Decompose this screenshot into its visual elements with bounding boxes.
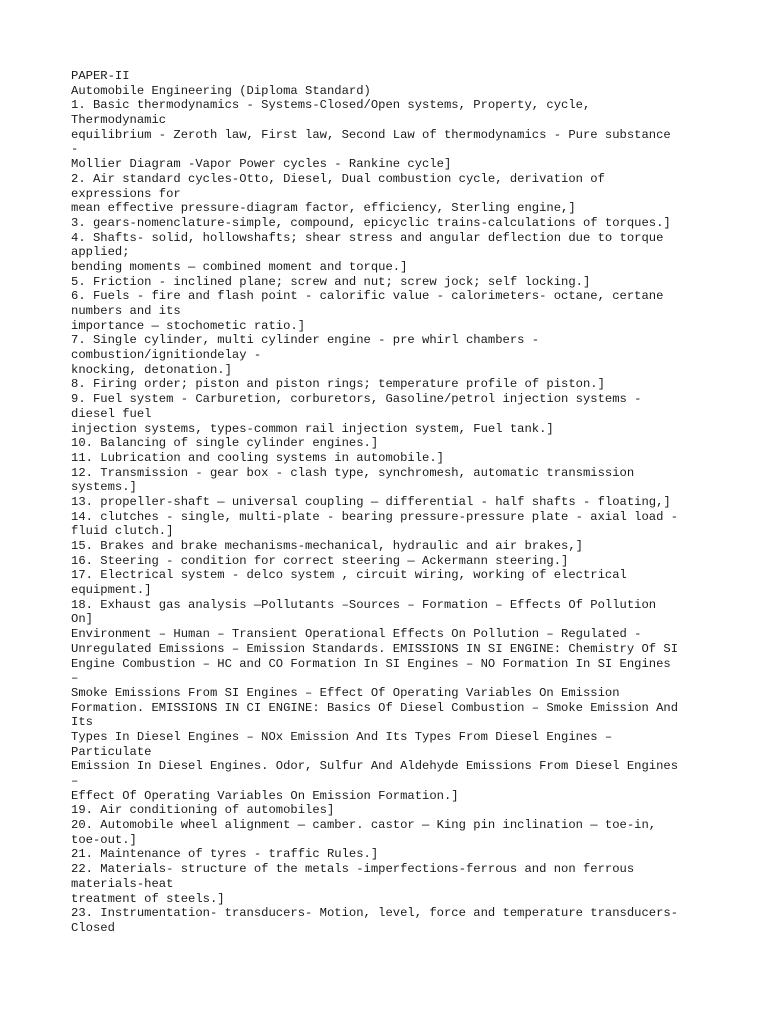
document-page bbox=[71, 69, 703, 936]
text-line: On] bbox=[71, 612, 93, 627]
text-line: Unregulated Emissions – Emission Standards. EMISSIONS IN SI ENGINE: Chemistry Of SI bbox=[71, 641, 679, 656]
text-line: 14. clutches - single, multi-plate - bearing pressure-pressure plate - axial load - bbox=[71, 509, 679, 524]
text-line: 4. Shafts- solid, hollowshafts; shear stress and angular deflection due to torque bbox=[71, 230, 664, 245]
text-line: Smoke Emissions From SI Engines – Effect Of Operating Variables On Emission bbox=[71, 685, 620, 700]
text-line: – bbox=[71, 671, 79, 686]
text-line: bending moments — combined moment and torque.] bbox=[71, 259, 408, 274]
text-line: Closed bbox=[71, 920, 115, 935]
text-line: 19. Air conditioning of automobiles] bbox=[71, 803, 335, 818]
text-line: equipment.] bbox=[71, 583, 152, 598]
text-line: 18. Exhaust gas analysis —Pollutants –Sources – Formation – Effects Of Pollution bbox=[71, 597, 657, 612]
text-line: Automobile Engineering (Diploma Standard) bbox=[71, 83, 371, 98]
text-line: toe-out.] bbox=[71, 832, 137, 847]
text-line: importance — stochometic ratio.] bbox=[71, 318, 306, 333]
text-line: 22. Materials- structure of the metals -imperfections-ferrous and non ferrous bbox=[71, 862, 635, 877]
text-line: numbers and its bbox=[71, 304, 181, 318]
text-line: knocking, detonation.] bbox=[71, 362, 232, 377]
text-line: expressions for bbox=[71, 186, 181, 201]
text-line: 12. Transmission - gear box - clash type, synchromesh, automatic transmission bbox=[71, 465, 635, 480]
text-line: PAPER-II bbox=[71, 69, 130, 83]
text-line: fluid clutch.] bbox=[71, 524, 174, 539]
text-line: 9. Fuel system - Carburetion, corburetors, Gasoline/petrol injection systems - bbox=[71, 392, 642, 407]
text-line: equilibrium - Zeroth law, First law, Second Law of thermodynamics - Pure substance bbox=[71, 127, 671, 142]
text-line: 10. Balancing of single cylinder engines.] bbox=[71, 436, 379, 451]
text-line: Environment – Human – Transient Operational Effects On Pollution – Regulated - bbox=[71, 627, 642, 642]
text-line: Mollier Diagram -Vapor Power cycles - Rankine cycle] bbox=[71, 157, 452, 172]
text-line: 1. Basic thermodynamics - Systems-Closed/Open systems, Property, cycle, bbox=[71, 98, 591, 113]
text-line: - bbox=[71, 142, 79, 157]
text-line: diesel fuel bbox=[71, 406, 152, 421]
text-line: systems.] bbox=[71, 480, 137, 495]
text-line: Thermodynamic bbox=[71, 113, 167, 128]
text-line: Particulate bbox=[71, 744, 152, 759]
text-line: treatment of steels.] bbox=[71, 891, 225, 906]
text-line: 11. Lubrication and cooling systems in automobile.] bbox=[71, 450, 444, 465]
text-line: applied; bbox=[71, 245, 130, 260]
text-line: 6. Fuels - fire and flash point - calorific value - calorimeters- octane, certane bbox=[71, 289, 664, 304]
text-line: injection systems, types-common rail injection system, Fuel tank.] bbox=[71, 421, 554, 436]
text-line: 5. Friction - inclined plane; screw and nut; screw jock; self locking.] bbox=[71, 274, 591, 289]
text-line: Its bbox=[71, 715, 93, 730]
text-line: 21. Maintenance of tyres - traffic Rules.] bbox=[71, 847, 379, 862]
text-line: 2. Air standard cycles-Otto, Diesel, Dual combustion cycle, derivation of bbox=[71, 171, 605, 186]
text-line: 8. Firing order; piston and piston rings; temperature profile of piston.] bbox=[71, 377, 605, 392]
text-line: combustion/ignitiondelay - bbox=[71, 348, 262, 363]
text-line: – bbox=[71, 774, 79, 788]
text-line: Engine Combustion – HC and CO Formation In SI Engines – NO Formation In SI Engines bbox=[71, 656, 671, 671]
text-line: 3. gears-nomenclature-simple, compound, epicyclic trains-calculations of torques.] bbox=[71, 215, 671, 230]
text-line: 13. propeller-shaft — universal coupling — differential - half shafts - floating,] bbox=[71, 494, 671, 509]
text-line: 23. Instrumentation- transducers- Motion, level, force and temperature transducers- bbox=[71, 906, 679, 921]
text-line: 16. Steering - condition for correct steering — Ackermann steering.] bbox=[71, 553, 569, 568]
text-line: 7. Single cylinder, multi cylinder engine - pre whirl chambers - bbox=[71, 333, 540, 348]
text-line: Formation. EMISSIONS IN CI ENGINE: Basics Of Diesel Combustion – Smoke Emission And bbox=[71, 700, 679, 715]
text-line: Effect Of Operating Variables On Emission Formation.] bbox=[71, 788, 459, 803]
text-line: mean effective pressure-diagram factor, efficiency, Sterling engine,] bbox=[71, 201, 576, 216]
text-line: Types In Diesel Engines – NOx Emission And Its Types From Diesel Engines – bbox=[71, 729, 613, 744]
text-line: 17. Electrical system - delco system , circuit wiring, working of electrical bbox=[71, 568, 627, 583]
text-line: Emission In Diesel Engines. Odor, Sulfur And Aldehyde Emissions From Diesel Engines bbox=[71, 759, 679, 774]
text-line: 15. Brakes and brake mechanisms-mechanical, hydraulic and air brakes,] bbox=[71, 539, 583, 553]
text-line: materials-heat bbox=[71, 876, 174, 891]
text-line: 20. Automobile wheel alignment — camber. castor — King pin inclination — toe-in, bbox=[71, 818, 657, 833]
